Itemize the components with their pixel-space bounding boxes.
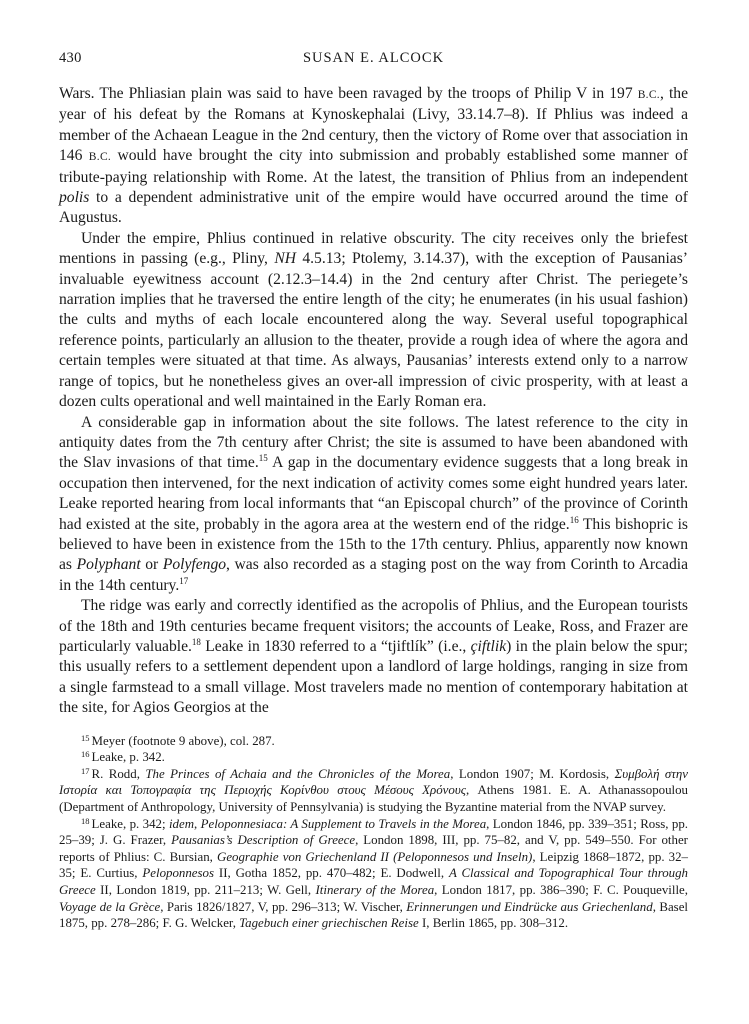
footnotes	[59, 733, 688, 932]
footnote-ref-16[interactable]: 16	[569, 514, 579, 525]
italic-title: Geographie von Griechenland II (Peloponnesos und Inseln)	[217, 849, 533, 864]
italic-title: Tagebuch einer griechischen Reise	[239, 916, 419, 931]
italic-title: Voyage de la Grèce	[59, 899, 161, 914]
footnote-number: 18	[81, 815, 90, 826]
footnote-18: $^{18}$ Leake, p. 342; idem, Peloponnesiaca: A Supplement to Travels in the Morea, London 1846, pp. 339–351; Ross, pp. 25–39; J. G. Frazer, Pausanias’s Description of Greece, London 1898, III, pp. 75–82, and V, pp. 549–550. For other reports of Phlius: C. Bursian, Geographie von Griechenland II (Peloponnesos und Inseln), Leipzig 1868–1872, pp. 32–35; E. Curtius, Peloponnesos II, Gotha 1852, pp. 470–482; E. Dodwell, A Classical and Topographical Tour through Greece II, London 1819, pp. 211–213; W. Gell, Itinerary of the Morea, London 1817, pp. 386–390; F. C. Pouqueville, Voyage de la Grèce, Paris 1826/1827, V, pp. 296–313; W. Vischer, Erinnerungen und Eindrücke aus Griechenland, Basel 1875, pp. 278–286; F. G. Welcker, Tagebuch einer griechischen Reise I, Berlin 1865, pp. 308–312.	[59, 815, 689, 931]
paragraph-2: Under the empire, Phlius continued in relative obscurity. The city receives only the briefest mentions in passing (e.g., Pliny, NH 4.5.13; Ptolemy, 3.14.37), with the exception of Pausanias’ invaluable eyewitness account (2.12.3–14.4) in the 2nd century after Christ. The periegete’s narration implies that he traversed the entire length of the city; he enumerates (in his usual fashion) the cults and myths of each locale encountered along the way. Several useful topographical reference points, particularly an allusion to the theater, provide a rough idea of where the agora and certain temples were situated at that time. As always, Pausanias’ interests extend only to a narrow range of topics, but he nonetheless gives an over-all impression of civic prosperity, with at least a dozen cults operational and well maintained in the Early Roman era.	[59, 229, 688, 411]
footnote-number: 16	[81, 749, 90, 760]
italic-term: idem	[168, 816, 195, 831]
italic-title: Peloponnesiaca: A Supplement to Travels in the Morea	[200, 816, 487, 831]
small-caps-bc: B.C.	[637, 89, 660, 101]
italic-title: Pausanias’s Description of Greece	[171, 833, 356, 848]
footnote-16: $^{16}$ Leake, p. 342.	[81, 749, 165, 765]
italic-term: Polyphant	[76, 556, 141, 574]
italic-term: Polyfengo	[162, 556, 227, 574]
footnote-ref-18[interactable]: 18	[191, 636, 201, 647]
footnote-ref-15[interactable]: 15	[258, 453, 268, 464]
footnote-15: $^{15}$ Meyer (footnote 9 above), col. 287.	[81, 732, 275, 748]
italic-title: Peloponnesos	[142, 866, 215, 881]
italic-title-greek: Συμβολή στην Ιστορία και Τοπογραφία της Περιοχής Κορίνθου στους Μέσους Χρόνους	[59, 766, 688, 798]
italic-title: The Princes of Achaia and the Chronicles of the Morea	[145, 766, 451, 781]
page-number: 430	[59, 50, 82, 66]
italic-term: çiftlik	[470, 637, 507, 655]
italic-term: NH	[274, 250, 296, 268]
footnote-number: 17	[81, 765, 90, 776]
running-head	[59, 50, 688, 72]
paragraph-3: A considerable gap in information about the site follows. The latest reference to the city in antiquity dates from the 7th century after Christ; the site is assumed to have been abandoned with the Slav invasions of that time.$^{15}$ A gap in the documentary evidence suggests that a long break in occupation then intervened, for the next indication of activity comes some eight hundred years later. Leake reported hearing from local informants that “an Episcopal church” of the province of Corinth had existed at the site, probably in the agora area at the western end of the ridge.$^{16}$ This bishopric is believed to have been in existence from the 15th to the 17th century. Phlius, apparently now known as Polyphant or Polyfengo, was also recorded as a staging post on the way from Corinth to Arcadia in the 14th century.$^{17}$	[59, 413, 688, 594]
footnote-17: $^{17}$ R. Rodd, The Princes of Achaia and the Chronicles of the Morea, London 1907; M. Kordosis, Συμβολή στην Ιστορία και Τοπογραφία της Περιοχής Κορίνθου στους Μέσους Χρόνους, Athens 1981. E. A. Athanassopoulou (Department of Anthropology, University of Pennsylvania) is studying the Byzantine material from the NVAP survey.	[59, 765, 689, 814]
paragraph-4: The ridge was early and correctly identified as the acropolis of Phlius, and the European tourists of the 18th and 19th centuries became frequent visitors; the accounts of Leake, Ross, and Frazer are particularly valuable.$^{18}$ Leake in 1830 referred to a “tjiftlík” (i.e., çiftlik) in the plain below the spur; this usually refers to a settlement dependent upon a landlord of large holdings, ranging in size from a single farmstead to a small village. Most travelers made no mention of contemporary habitation at the site, for Agios Georgios at the	[59, 597, 688, 717]
small-caps-bc: B.C.	[88, 151, 112, 164]
italic-title: Itinerary of the Morea	[315, 882, 435, 897]
italic-term: polis	[59, 189, 90, 207]
italic-title: A Classical and Topographical Tour through Greece	[59, 866, 689, 897]
paragraph-1: Wars. The Phliasian plain was said to have been ravaged by the troops of Philip V in 197 B.C., the year of his defeat by the Romans at Kynoskephalai (Livy, 33.14.7–8). If Phlius was indeed a member of the Achaean League in the 2nd century, then the victory of Rome over that association in 146 B.C. would have brought the city into submission and probably established some manner of tribute-paying relationship with Rome. At the latest, the transition of Phlius from an independent polis to a dependent administrative unit of the empire would have occurred around the time of Augustus.	[59, 85, 688, 227]
footnote-ref-17[interactable]: 17	[179, 575, 189, 586]
italic-title: Erinnerungen und Eindrücke aus Griechenland	[406, 899, 653, 914]
body-text	[59, 84, 688, 719]
page	[59, 50, 688, 932]
running-head-author: SUSAN E. ALCOCK	[302, 50, 445, 66]
footnote-number: 15	[81, 732, 90, 743]
